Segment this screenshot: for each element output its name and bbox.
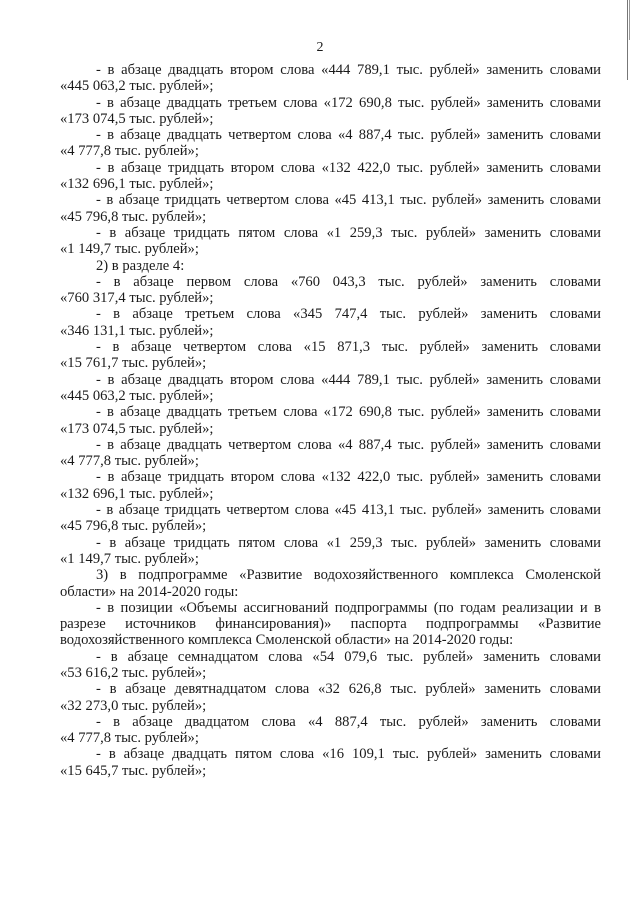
- text-line: «346 131,1 тыс. рублей»;: [60, 322, 214, 339]
- text-line: - в абзаце семнадцатом слова «54 079,6 тыс. рублей» заменить словами: [96, 648, 601, 665]
- page-number: 2: [316, 40, 324, 55]
- text-line: - в абзаце двадцатом слова «4 887,4 тыс. рублей» заменить словами: [96, 713, 601, 730]
- text-line: «760 317,4 тыс. рублей»;: [60, 290, 214, 307]
- text-line: 2) в разделе 4:: [96, 257, 185, 274]
- text-line: - в позиции «Объемы ассигнований подпрограммы (по годам реализации и в: [96, 599, 601, 616]
- text-line: - в абзаце двадцать третьем слова «172 690,8 тыс. рублей» заменить словами: [96, 404, 601, 421]
- text-line: - в абзаце тридцать пятом слова «1 259,3 тыс. рублей» заменить словами: [96, 224, 601, 241]
- text-line: «445 063,2 тыс. рублей»;: [60, 387, 214, 404]
- text-line: «132 696,1 тыс. рублей»;: [60, 176, 214, 193]
- text-line: «4 777,8 тыс. рублей»;: [60, 730, 199, 747]
- text-line: «132 696,1 тыс. рублей»;: [60, 485, 214, 502]
- text-line: - в абзаце тридцать пятом слова «1 259,3 тыс. рублей» заменить словами: [96, 534, 601, 551]
- text-line: «53 616,2 тыс. рублей»;: [60, 664, 207, 681]
- text-line: - в абзаце четвертом слова «15 871,3 тыс. рублей» заменить словами: [96, 339, 601, 356]
- text-line: «4 777,8 тыс. рублей»;: [60, 453, 199, 470]
- document-body: [60, 62, 601, 779]
- text-line: «445 063,2 тыс. рублей»;: [60, 78, 214, 95]
- scan-edge-line-secondary: [629, 0, 630, 40]
- text-line: «1 149,7 тыс. рублей»;: [60, 550, 199, 567]
- text-line: - в абзаце двадцать втором слова «444 789,1 тыс. рублей» заменить словами: [96, 62, 601, 78]
- text-line: - в абзаце третьем слова «345 747,4 тыс. рублей» заменить словами: [96, 306, 601, 323]
- text-line: «15 761,7 тыс. рублей»;: [60, 355, 207, 372]
- text-line: «1 149,7 тыс. рублей»;: [60, 241, 199, 258]
- text-line: - в абзаце тридцать втором слова «132 422,0 тыс. рублей» заменить словами: [96, 469, 601, 486]
- text-line: - в абзаце двадцать третьем слова «172 690,8 тыс. рублей» заменить словами: [96, 94, 601, 111]
- text-line: «45 796,8 тыс. рублей»;: [60, 518, 207, 535]
- text-line: «173 074,5 тыс. рублей»;: [60, 110, 214, 127]
- text-line: разрезе источников финансирования)» паспорта подпрограммы «Развитие: [60, 616, 601, 633]
- text-line: водохозяйственного комплекса Смоленской области» на 2014-2020 годы:: [60, 632, 514, 649]
- text-line: - в абзаце первом слова «760 043,3 тыс. рублей» заменить словами: [96, 273, 601, 290]
- text-line: «4 777,8 тыс. рублей»;: [60, 143, 199, 160]
- text-line: - в абзаце двадцать втором слова «444 789,1 тыс. рублей» заменить словами: [96, 371, 601, 388]
- text-line: «15 645,7 тыс. рублей»;: [60, 762, 207, 779]
- text-line: - в абзаце тридцать четвертом слова «45 413,1 тыс. рублей» заменить словами: [96, 192, 601, 209]
- text-line: области» на 2014-2020 годы:: [60, 583, 239, 600]
- text-line: 3) в подпрограмме «Развитие водохозяйственного комплекса Смоленской: [96, 567, 601, 584]
- text-line: - в абзаце двадцать четвертом слова «4 887,4 тыс. рублей» заменить словами: [96, 436, 601, 453]
- text-line: - в абзаце тридцать втором слова «132 422,0 тыс. рублей» заменить словами: [96, 159, 601, 176]
- text-line: - в абзаце двадцать пятом слова «16 109,1 тыс. рублей» заменить словами: [96, 746, 601, 763]
- text-line: - в абзаце тридцать четвертом слова «45 413,1 тыс. рублей» заменить словами: [96, 502, 601, 519]
- text-line: - в абзаце девятнадцатом слова «32 626,8 тыс. рублей» заменить словами: [96, 681, 601, 698]
- text-line: «173 074,5 тыс. рублей»;: [60, 420, 214, 437]
- text-line: «45 796,8 тыс. рублей»;: [60, 208, 207, 225]
- text-line: - в абзаце двадцать четвертом слова «4 887,4 тыс. рублей» заменить словами: [96, 127, 601, 144]
- text-line: «32 273,0 тыс. рублей»;: [60, 697, 207, 714]
